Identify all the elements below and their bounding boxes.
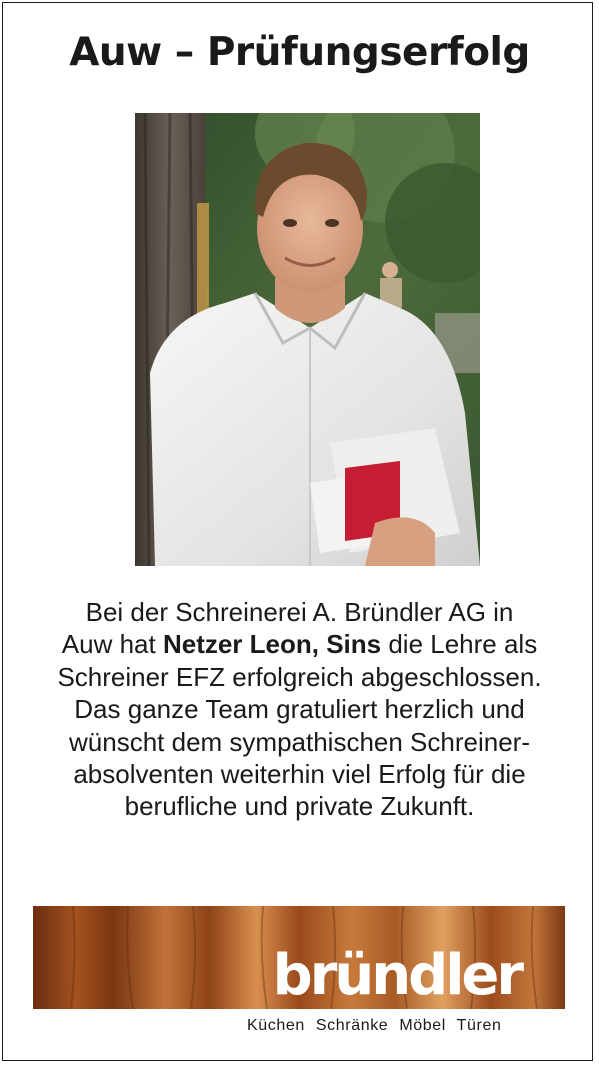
headline: Auw – Prüfungserfolg — [69, 30, 530, 75]
text-line: berufliche und private Zukunft. — [124, 791, 475, 822]
brundler-wordmark-logo: bründler — [272, 943, 521, 1008]
wood-logo-band — [33, 906, 565, 1009]
text-line: absolventen weiterhin viel Erfolg für die — [73, 759, 526, 790]
text-line: Auw hat Netzer Leon, Sins die Lehre als — [61, 629, 538, 660]
text-line: Bei der Schreinerei A. Bründler AG in — [85, 597, 514, 627]
announcement-text — [0, 596, 599, 823]
text-line: Schreiner EFZ erfolgreich abgeschlossen. — [57, 661, 542, 692]
graduate-portrait-photo — [135, 113, 480, 566]
text-line: Das ganze Team gratuliert herzlich und — [74, 694, 525, 725]
logo-tagline: Küchen Schränke Möbel Türen — [247, 1017, 502, 1034]
text-line: wünscht dem sympathischen Schreiner- — [69, 726, 530, 757]
graduate-name: Netzer Leon, Sins — [162, 629, 382, 660]
